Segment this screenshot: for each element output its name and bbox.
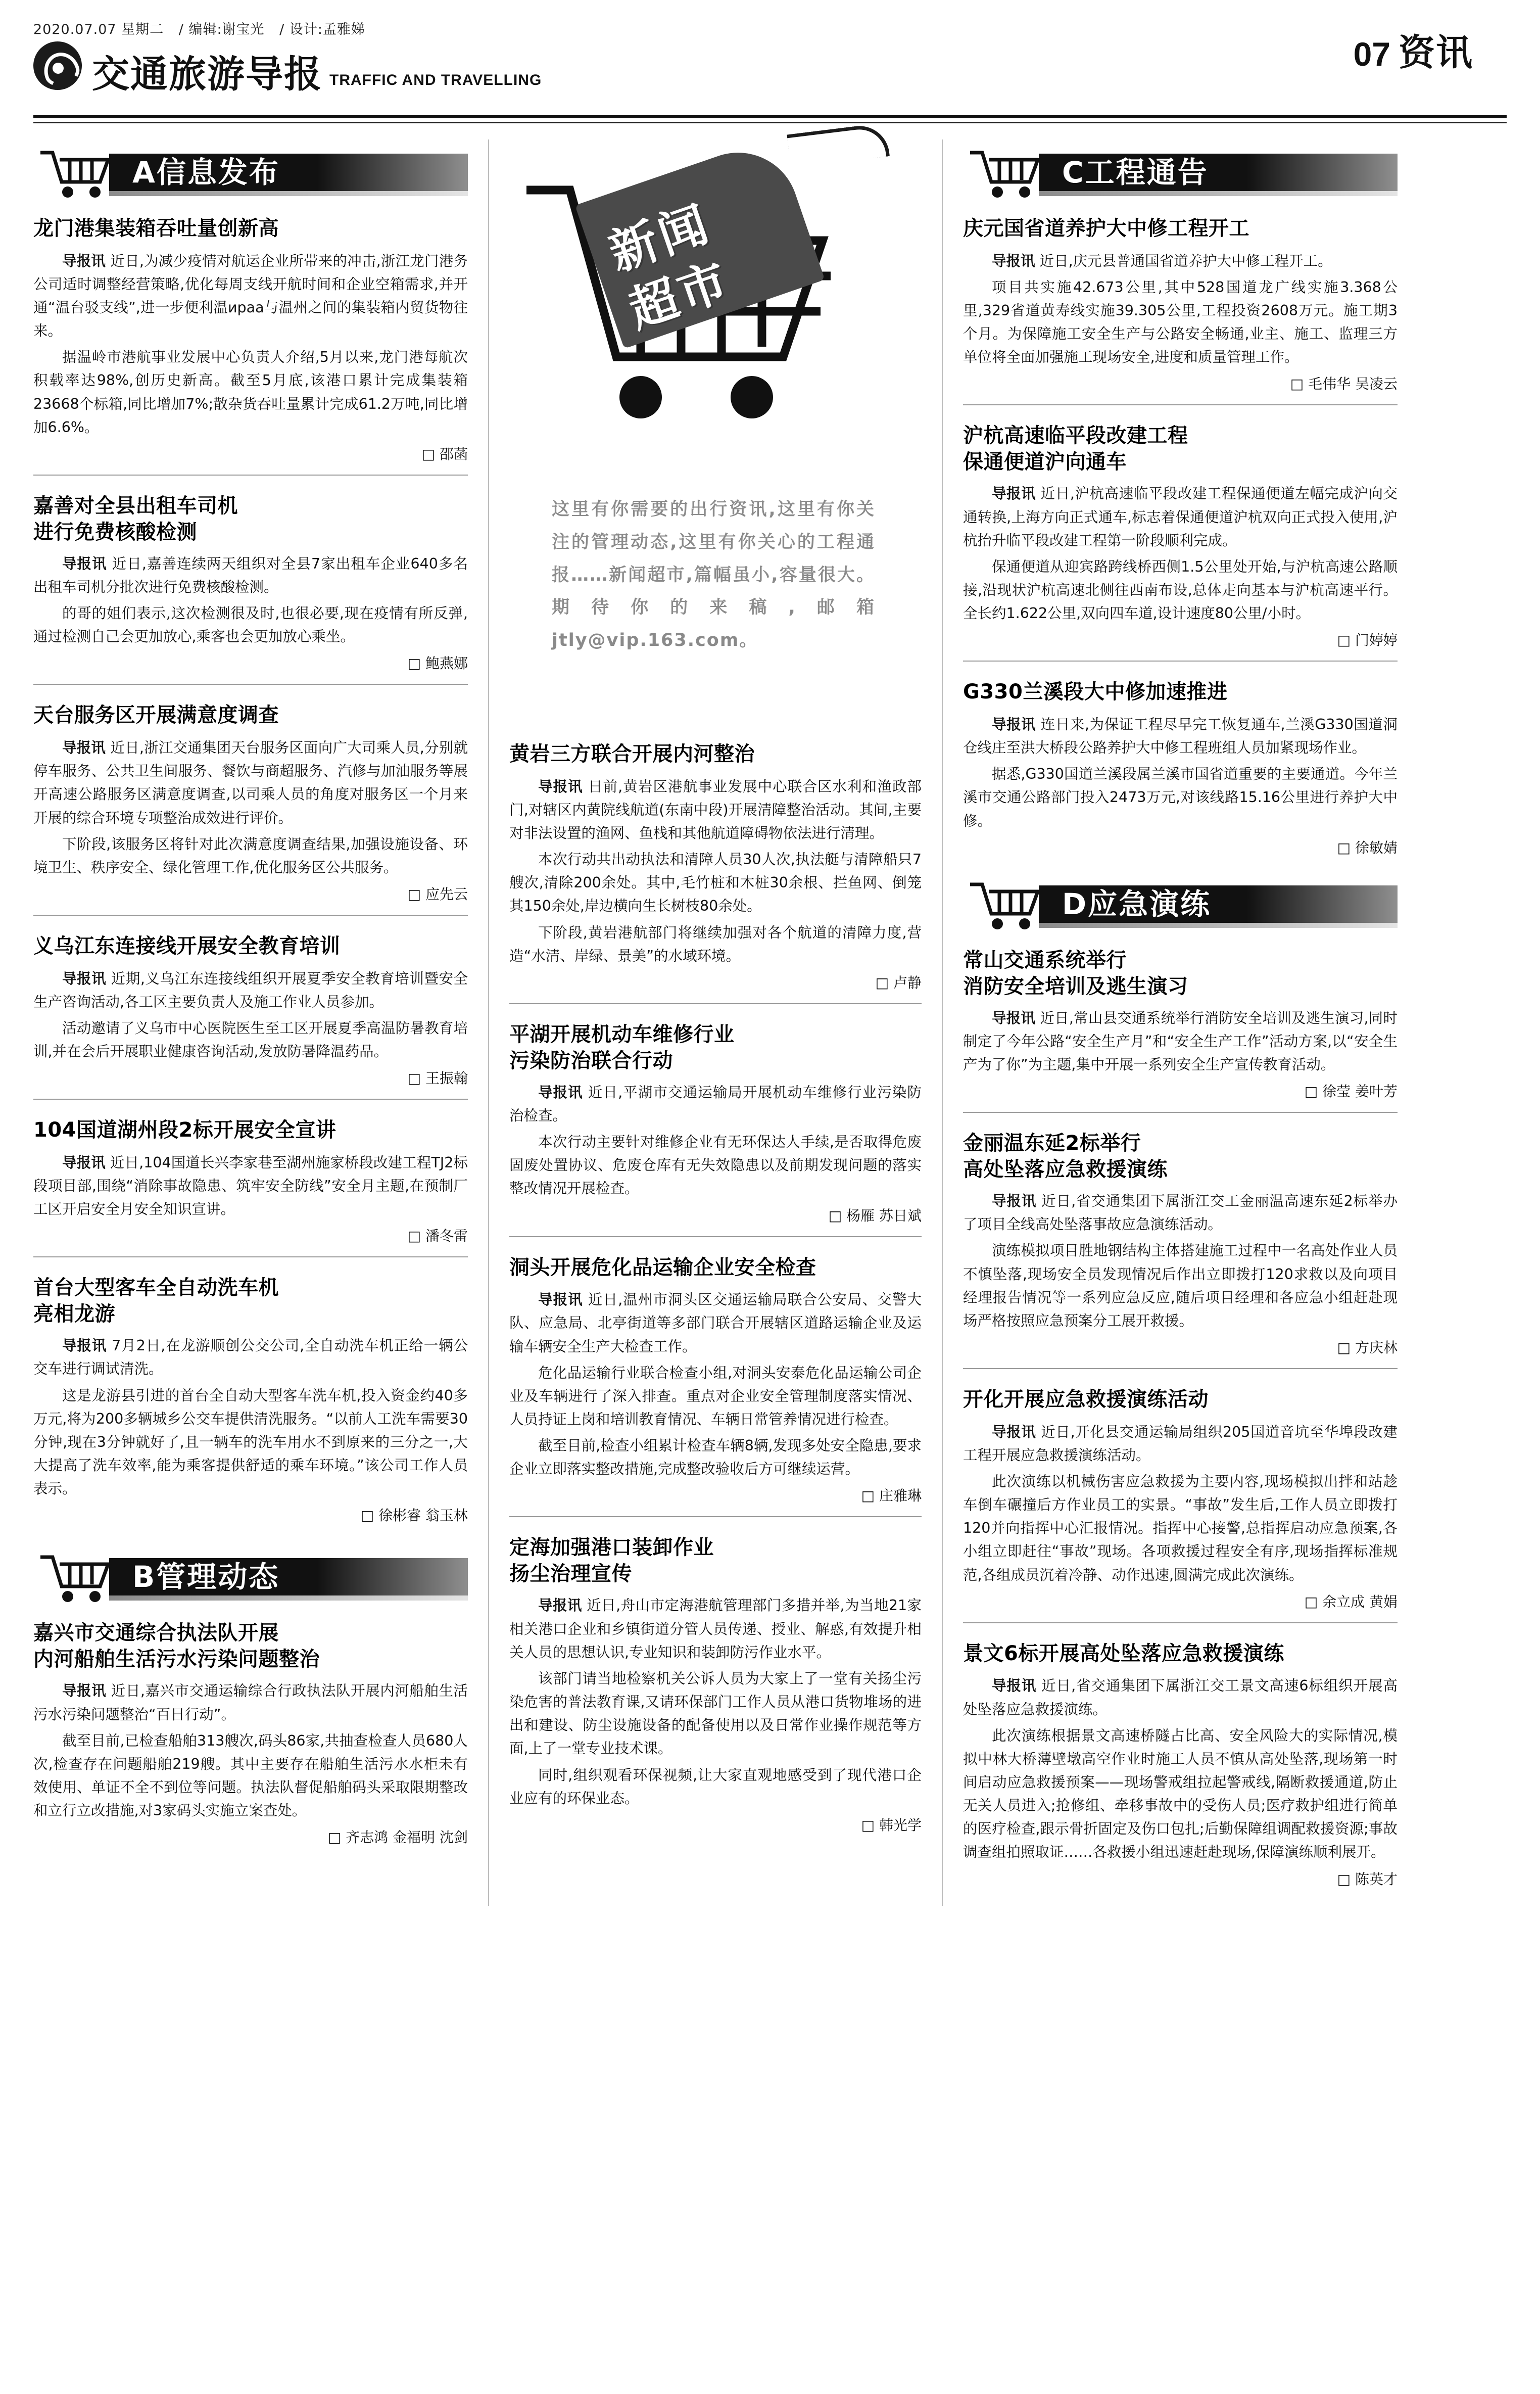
article xyxy=(963,215,1398,405)
masthead xyxy=(0,0,1540,126)
house-ad xyxy=(509,139,922,736)
article-paragraph: 项目共实施42.673公里,其中528国道龙广线实施3.368公里,329省道黄寿线实施39.305公里,工程投资2608万元。施工期3个月。为保障施工安全生产与公路安全畅通,业主、施工、监理三方单位将全面加强施工现场安全,进度和质量管理工作。 xyxy=(963,278,1398,366)
article-lead: 导报讯 xyxy=(992,1423,1036,1440)
article xyxy=(509,1021,922,1237)
article-title-line1: 常山交通系统举行 xyxy=(963,948,1127,972)
article xyxy=(509,1534,922,1834)
article xyxy=(509,741,922,1004)
newspaper-logo-icon xyxy=(33,41,82,90)
article-title-line2: 内河船舶生活污水污染问题整治 xyxy=(33,1648,320,1671)
article-divider xyxy=(33,915,468,916)
article-title-line2: 保通便道沪向通车 xyxy=(963,450,1127,474)
article-byline: □ 庄雅琳 xyxy=(509,1485,922,1505)
article-lead: 导报讯 xyxy=(538,1291,583,1308)
shopping-cart-icon xyxy=(36,1550,122,1605)
article-paragraph xyxy=(963,713,1398,760)
article-title-line1: 定海加强港口装卸作业 xyxy=(509,1536,714,1560)
publish-date: 2020.07.07 星期二 xyxy=(33,21,164,37)
article-text: 近日,沪杭高速临平段改建工程保通便道左幅完成沪向交通转换,上海方向正式通车,标志着保通便道沪杭双向正式投入使用,沪杭抬升临平段改建工程第一阶段顺利完成。 xyxy=(963,485,1398,549)
article-paragraph: 据悉,G330国道兰溪段属兰溪市国省道重要的主要通道。今年兰溪市交通公路部门投入2473万元,对该线路15.16公里进行养护大中修。 xyxy=(963,766,1398,829)
article-divider xyxy=(33,1256,468,1257)
article-lead: 导报讯 xyxy=(62,252,106,269)
article-paragraph xyxy=(963,250,1398,273)
article-byline: □ 王振翰 xyxy=(33,1067,468,1088)
article-divider xyxy=(509,1003,922,1004)
article-paragraph: 的哥的姐们表示,这次检测很及时,也很必要,现在疫情有所反弹,通过检测自己会更加放心,乘客也会更加放心乘坐。 xyxy=(33,605,468,645)
article-paragraph xyxy=(33,552,468,599)
article-byline: □ 杨雁 苏日斌 xyxy=(509,1205,922,1225)
tag-string xyxy=(787,122,890,168)
article-title: 龙门港集装箱吞吐量创新高 xyxy=(33,217,279,240)
article-divider xyxy=(963,404,1398,405)
article-divider xyxy=(509,1236,922,1237)
article xyxy=(509,1254,922,1518)
column-2 xyxy=(488,139,943,1906)
article-lead: 导报讯 xyxy=(62,970,107,987)
article-paragraph: 此次演练根据景文高速桥隧占比高、安全风险大的实际情况,模拟中林大桥薄壁墩高空作业时施工人员不慎从高处坠落,现场第一时间启动应急救援预案——现场警戒组拉起警戒线,隔断救援通道,防止无关人员进入;抢修组、牵移事故中的受伤人员;医疗救护组进行简单的医疗检查,跟示骨折固定及伤口包扎;后勤保障组调配救援资源;事故调查组拍照取证……各救援小组迅速赶赴现场,保障演练顺利展开。 xyxy=(963,1727,1398,1861)
ad-copy: 这里有你需要的出行资讯,这里有你关注的管理动态,这里有你关心的工程通报……新闻超市,篇幅虽小,容量很大。期待你的来稿,邮箱 jtly@vip.163.com。 xyxy=(552,499,875,650)
article-paragraph xyxy=(33,250,468,343)
article xyxy=(33,1275,468,1525)
section-b-label: B管理动态 xyxy=(132,1560,280,1594)
article xyxy=(963,423,1398,662)
article-text: 近日,浙江交通集团天台服务区面向广大司乘人员,分别就停车服务、公共卫生间服务、餐饮与商超服务、汽修与加油服务等展开高速公路服务区满意度调查,以司乘人员的角度对服务区一个月来开展的综合环境专项整治成效进行评价。 xyxy=(33,739,468,826)
article-title xyxy=(509,1534,922,1587)
article-paragraph: 该部门请当地检察机关公诉人员为大家上了一堂有关扬尘污染危害的普法教育课,又请环保部门工作人员从港口货物堆场的进出和建设、防尘设施设备的配备使用以及日常作业操作规范等方面,上了一堂专业技术课。 xyxy=(509,1670,922,1757)
article-paragraph xyxy=(963,1674,1398,1721)
tag-line2: 超市 xyxy=(621,252,738,339)
section-header-c xyxy=(963,143,1398,202)
article-lead: 导报讯 xyxy=(62,739,106,757)
article xyxy=(33,933,468,1100)
page-content xyxy=(0,126,1540,1926)
article-paragraph: 本次行动共出动执法和清障人员30人次,执法艇与清障船只7艘次,清除200余处。其中,毛竹桩和木桩30余根、拦鱼网、倒笼其150余处,岸边横向生长树枝80余处。 xyxy=(509,851,922,915)
article-paragraph: 截至目前,检查小组累计检查车辆8辆,发现多处安全隐患,要求企业立即落实整改措施,完成整改验收后方可继续运营。 xyxy=(509,1437,922,1478)
article-byline: □ 毛伟华 吴凌云 xyxy=(963,373,1398,393)
article-divider xyxy=(33,1099,468,1100)
article-paragraph xyxy=(33,1679,468,1726)
article-paragraph xyxy=(963,1421,1398,1467)
article-paragraph: 这是龙游县引进的首台全自动大型客车洗车机,投入资金约40多万元,将为200多辆城乡公交车提供清洗服务。“以前人工洗车需要30分钟,现在3分钟就好了,且一辆车的洗车用水不到原来的三分之一,大大提高了洗车效率,能为乘客提供舒适的乘车环境。”该公司工作人员表示。 xyxy=(33,1387,468,1497)
article xyxy=(33,702,468,916)
designer-credit: / 设计:孟雅娣 xyxy=(279,21,365,37)
article-lead: 导报讯 xyxy=(538,778,583,795)
article-title: 黄岩三方联合开展内河整治 xyxy=(509,742,755,766)
article-text: 近日,舟山市定海港航管理部门多措并举,为当地21家相关港口企业和乡镇街道分管人员传递、授业、解惑,有效提升相关人员的思想认识,专业知识和装卸防污作业水平。 xyxy=(509,1597,922,1661)
article-paragraph: 保通便道从迎宾路跨线桥西侧1.5公里处开始,与沪杭高速公路顺接,沿现状沪杭高速北侧往西南布设,总体走向基本与沪杭高速平行。全长约1.622公里,双向四车道,设计速度80公里/小时。 xyxy=(963,558,1398,622)
article-byline: □ 邵菡 xyxy=(33,443,468,463)
article-title xyxy=(33,1620,468,1672)
article-title-line1: 金丽温东延2标举行 xyxy=(963,1132,1141,1155)
article-lead: 导报讯 xyxy=(992,1677,1037,1695)
article-paragraph xyxy=(509,1288,922,1358)
shopping-cart-icon xyxy=(966,146,1052,200)
article-paragraph: 截至目前,已检查船舶313艘次,码头86家,共抽查检查人员680人次,检查存在问题船舶219艘。其中主要存在船舶生活污水水柜未有效使用、单证不全不到位等问题。执法队督促船舶码头采取限期整改和立行立改措施,对3家码头实施立案查处。 xyxy=(33,1732,468,1819)
masthead-rule-thick xyxy=(33,115,1507,118)
article-paragraph: 危化品运输行业联合检查小组,对洞头安泰危化品运输公司企业及车辆进行了深入排查。重点对企业安全管理制度落实情况、人员持证上岗和培训教育情况、车辆日常管养情况进行检查。 xyxy=(509,1364,922,1428)
article-title: 庆元国省道养护大中修工程开工 xyxy=(963,217,1249,240)
article-title-line1: 平湖开展机动车维修行业 xyxy=(509,1022,735,1046)
article-text: 近期,义乌江东连接线组织开展夏季安全教育培训暨安全生产咨询活动,各工区主要负责人及施工作业人员参加。 xyxy=(33,970,468,1010)
article-text: 近日,嘉兴市交通运输综合行政执法队开展内河船舶生活污水污染问题整治“百日行动”。 xyxy=(33,1682,468,1723)
article-text: 近日,温州市洞头区交通运输局联合公安局、交警大队、应急局、北亭街道等多部门联合开展辖区道路运输企业及运输车辆安全生产大检查工作。 xyxy=(509,1291,922,1355)
article-title: 洞头开展危化品运输企业安全检查 xyxy=(509,1255,816,1279)
article-paragraph: 此次演练以机械伤害应急救援为主要内容,现场模拟出拌和站趁车倒车碾撞后方作业员工的实景。“事故”发生后,工作人员立即拨打120并向指挥中心汇报情况。指挥中心接警,总指挥启动应急预案,各小组立即赶往“事故”现场。各项救援过程安全有序,现场指挥标准规范,各组成员沉着冷静、动作迅速,圆满完成此次演练。 xyxy=(963,1473,1398,1583)
article-lead: 导报讯 xyxy=(992,1193,1037,1210)
article-byline: □ 潘冬雷 xyxy=(33,1225,468,1245)
column-1 xyxy=(33,139,488,1906)
article-title xyxy=(33,1275,468,1327)
article-lead: 导报讯 xyxy=(62,1154,106,1171)
article-paragraph xyxy=(963,1190,1398,1236)
article-title-line2: 亮相龙游 xyxy=(33,1302,115,1326)
article-byline: □ 应先云 xyxy=(33,883,468,904)
article-paragraph: 活动邀请了义乌市中心医院医生至工区开展夏季高温防暑教育培训,并在会后开展职业健康咨询活动,发放防暑降温药品。 xyxy=(33,1019,468,1060)
article xyxy=(33,493,468,685)
editor-credit: / 编辑:谢宝光 xyxy=(178,21,265,37)
article-byline: □ 徐彬睿 翁玉林 xyxy=(33,1505,468,1525)
article xyxy=(33,1620,468,1847)
article-paragraph xyxy=(33,967,468,1014)
article xyxy=(963,947,1398,1113)
article-text: 连日来,为保证工程尽早完工恢复通车,兰溪G330国道洞仓线庄至洪大桥段公路养护大中修工程班组人员加紧现场作业。 xyxy=(963,716,1398,757)
tag-line1: 新闻 xyxy=(602,194,718,282)
article-text: 近日,平湖市交通运输局开展机动车维修行业污染防治检查。 xyxy=(509,1084,922,1124)
section-a-label: A信息发布 xyxy=(132,155,280,190)
article-byline: □ 齐志鸿 金福明 沈剑 xyxy=(33,1826,468,1847)
section-name: 资讯 xyxy=(1398,31,1473,74)
article-divider xyxy=(963,661,1398,662)
masthead-meta xyxy=(33,17,1507,38)
article-divider xyxy=(963,1368,1398,1369)
article-title: 104国道湖州段2标开展安全宣讲 xyxy=(33,1118,336,1142)
article-byline: □ 韩光学 xyxy=(509,1814,922,1835)
newspaper-title-en: TRAFFIC AND TRAVELLING xyxy=(329,72,542,88)
article-text: 近日,104国道长兴李家巷至湖州施家桥段改建工程TJ2标段项目部,围绕“消除事故隐患、筑牢安全防线”安全月主题,在预制厂工区开启安全月安全知识宣讲。 xyxy=(33,1154,468,1218)
newspaper-title: 交通旅游导报 xyxy=(92,53,322,96)
page-number: 07 xyxy=(1353,35,1390,73)
article-paragraph: 下阶段,该服务区将针对此次满意度调查结果,加强设施设备、环境卫生、秩序安全、绿化管理工作,优化服务区公共服务。 xyxy=(33,835,468,876)
article-title xyxy=(509,1021,922,1074)
article-title: 开化开展应急救援演练活动 xyxy=(963,1388,1209,1412)
article-divider xyxy=(509,1516,922,1517)
article-title: 义乌江东连接线开展安全教育培训 xyxy=(33,934,341,958)
article xyxy=(963,1130,1398,1369)
article-paragraph xyxy=(33,1151,468,1221)
article xyxy=(33,215,468,476)
section-header-d xyxy=(963,874,1398,934)
article-title xyxy=(33,493,468,545)
article xyxy=(963,1640,1398,1889)
article-title-line1: 沪杭高速临平段改建工程 xyxy=(963,424,1188,448)
masthead-page-info xyxy=(1353,31,1473,74)
article-title-line2: 扬尘治理宣传 xyxy=(509,1562,632,1586)
article-text: 7月2日,在龙游顺创公交公司,全自动洗车机正给一辆公交车进行调试清洗。 xyxy=(33,1337,468,1378)
article-lead: 导报讯 xyxy=(62,1337,107,1354)
shopping-cart-icon xyxy=(36,146,122,200)
article-paragraph xyxy=(33,736,468,830)
article-divider xyxy=(963,1112,1398,1113)
article-text: 近日,常山县交通系统举行消防安全培训及逃生演习,同时制定了今年公路“安全生产月”和“安全生产工作”活动方案,以“安全生产为了你”为主题,集中开展一系列安全生产宣传教育活动。 xyxy=(963,1009,1398,1073)
article-title-line2: 进行免费核酸检测 xyxy=(33,520,197,544)
article-title: 景文6标开展高处坠落应急救援演练 xyxy=(963,1641,1284,1665)
masthead-title-row xyxy=(33,31,1507,96)
article-paragraph: 同时,组织观看环保视频,让大家直观地感受到了现代港口企业应有的环保业态。 xyxy=(509,1766,922,1807)
article xyxy=(963,679,1398,857)
article-paragraph xyxy=(963,482,1398,552)
shopping-cart-icon xyxy=(966,877,1052,932)
meta-separator-1 xyxy=(169,20,174,36)
article-paragraph xyxy=(963,1007,1398,1076)
article-paragraph xyxy=(509,1081,922,1128)
article-text: 近日,省交通集团下属浙江交工金丽温高速东延2标举办了项目全线高处坠落事故应急演练活动。 xyxy=(963,1193,1398,1233)
article-title xyxy=(963,1130,1398,1183)
article-title xyxy=(963,947,1398,1000)
article-byline: □ 门婷婷 xyxy=(963,629,1398,649)
article-byline: □ 方庆林 xyxy=(963,1337,1398,1357)
article-text: 近日,为减少疫情对航运企业所带来的冲击,浙江龙门港务公司适时调整经营策略,优化每周支线开航时间和企业空箱需求,并开通“温台驳支线”,进一步便利温ираa与温州之间的集装箱内贸货物往来。 xyxy=(33,252,468,340)
article-byline: □ 鲍燕娜 xyxy=(33,652,468,673)
article-divider xyxy=(33,475,468,476)
section-header-b xyxy=(33,1547,468,1607)
article-paragraph: 据温岭市港航事业发展中心负责人介绍,5月以来,龙门港每航次积载率达98%,创历史新高。截至5月底,该港口累计完成集装箱23668个标箱,同比增加7%;散杂货吞吐量累计完成61.2万吨,同比增加6.6%。 xyxy=(33,349,468,436)
article-lead: 导报讯 xyxy=(62,1682,107,1700)
section-d-label: D应急演练 xyxy=(1062,886,1212,921)
article-title xyxy=(963,423,1398,475)
article-lead: 导报讯 xyxy=(992,716,1036,733)
article xyxy=(33,1117,468,1257)
article-paragraph xyxy=(509,775,922,845)
article-byline: □ 卢静 xyxy=(509,972,922,992)
masthead-rule-thin xyxy=(33,122,1507,123)
article-lead: 导报讯 xyxy=(992,485,1036,502)
article-text: 近日,开化县交通运输局组织205国道音坑至华埠段改建工程开展应急救援演练活动。 xyxy=(963,1423,1398,1464)
article-byline: □ 陈英才 xyxy=(963,1868,1398,1889)
article-paragraph: 演练模拟项目胜地钢结构主体搭建施工过程中一名高处作业人员不慎坠落,现场安全员发现情况后作出立即拨打120求救以及向项目经理报告情况等一系列应急反应,随后项目经理和各应急小组赶赴现场严格按照应急预案分工展开救援。 xyxy=(963,1242,1398,1329)
article-byline: □ 徐敏婧 xyxy=(963,837,1398,857)
section-c-label: C工程通告 xyxy=(1062,155,1209,190)
article-title: G330兰溪段大中修加速推进 xyxy=(963,680,1228,704)
section-header-a xyxy=(33,143,468,202)
article-divider xyxy=(963,1622,1398,1623)
article-lead: 导报讯 xyxy=(62,555,107,572)
article-title-line1: 首台大型客车全自动洗车机 xyxy=(33,1276,279,1300)
article-paragraph: 下阶段,黄岩港航部门将继续加强对各个航道的清障力度,营造“水清、岸绿、景美”的水域环境。 xyxy=(509,924,922,964)
column-3 xyxy=(943,139,1398,1906)
article-text: 近日,嘉善连续两天组织对全县7家出租车企业640多名出租车司机分批次进行免费核酸检测。 xyxy=(33,555,468,595)
article-lead: 导报讯 xyxy=(992,252,1035,269)
article xyxy=(963,1386,1398,1623)
article-paragraph xyxy=(509,1594,922,1664)
article-divider xyxy=(33,684,468,685)
article-lead: 导报讯 xyxy=(992,1009,1036,1026)
article-title-line1: 嘉善对全县出租车司机 xyxy=(33,494,238,518)
article-text: 近日,省交通集团下属浙江交工景文高速6标组织开展高处坠落应急救援演练。 xyxy=(963,1677,1398,1718)
meta-separator-2 xyxy=(270,20,275,36)
article-paragraph xyxy=(33,1334,468,1381)
article-paragraph: 本次行动主要针对维修企业有无环保达人手续,是否取得危废固废处置协议、危废仓库有无失效隐患以及前期发现问题的落实整改情况开展检查。 xyxy=(509,1134,922,1197)
article-byline: □ 徐莹 姜叶芳 xyxy=(963,1081,1398,1101)
article-byline: □ 余立成 黄娟 xyxy=(963,1591,1398,1611)
article-lead: 导报讯 xyxy=(538,1084,583,1101)
article-lead: 导报讯 xyxy=(538,1597,582,1614)
article-text: 日前,黄岩区港航事业发展中心联合区水利和渔政部门,对辖区内黄院线航道(东南中段)开展清障整治活动。其间,主要对非法设置的渔网、鱼栈和其他航道障碍物依法进行清理。 xyxy=(509,778,922,841)
article-title: 天台服务区开展满意度调查 xyxy=(33,703,279,727)
article-text: 近日,庆元县普通国省道养护大中修工程开工。 xyxy=(1039,252,1332,269)
article-title-line2: 消防安全培训及逃生演习 xyxy=(963,974,1188,998)
article-title-line2: 高处坠落应急救援演练 xyxy=(963,1158,1168,1182)
article-title-line2: 污染防治联合行动 xyxy=(509,1049,673,1072)
article-title-line1: 嘉兴市交通综合执法队开展 xyxy=(33,1621,279,1645)
